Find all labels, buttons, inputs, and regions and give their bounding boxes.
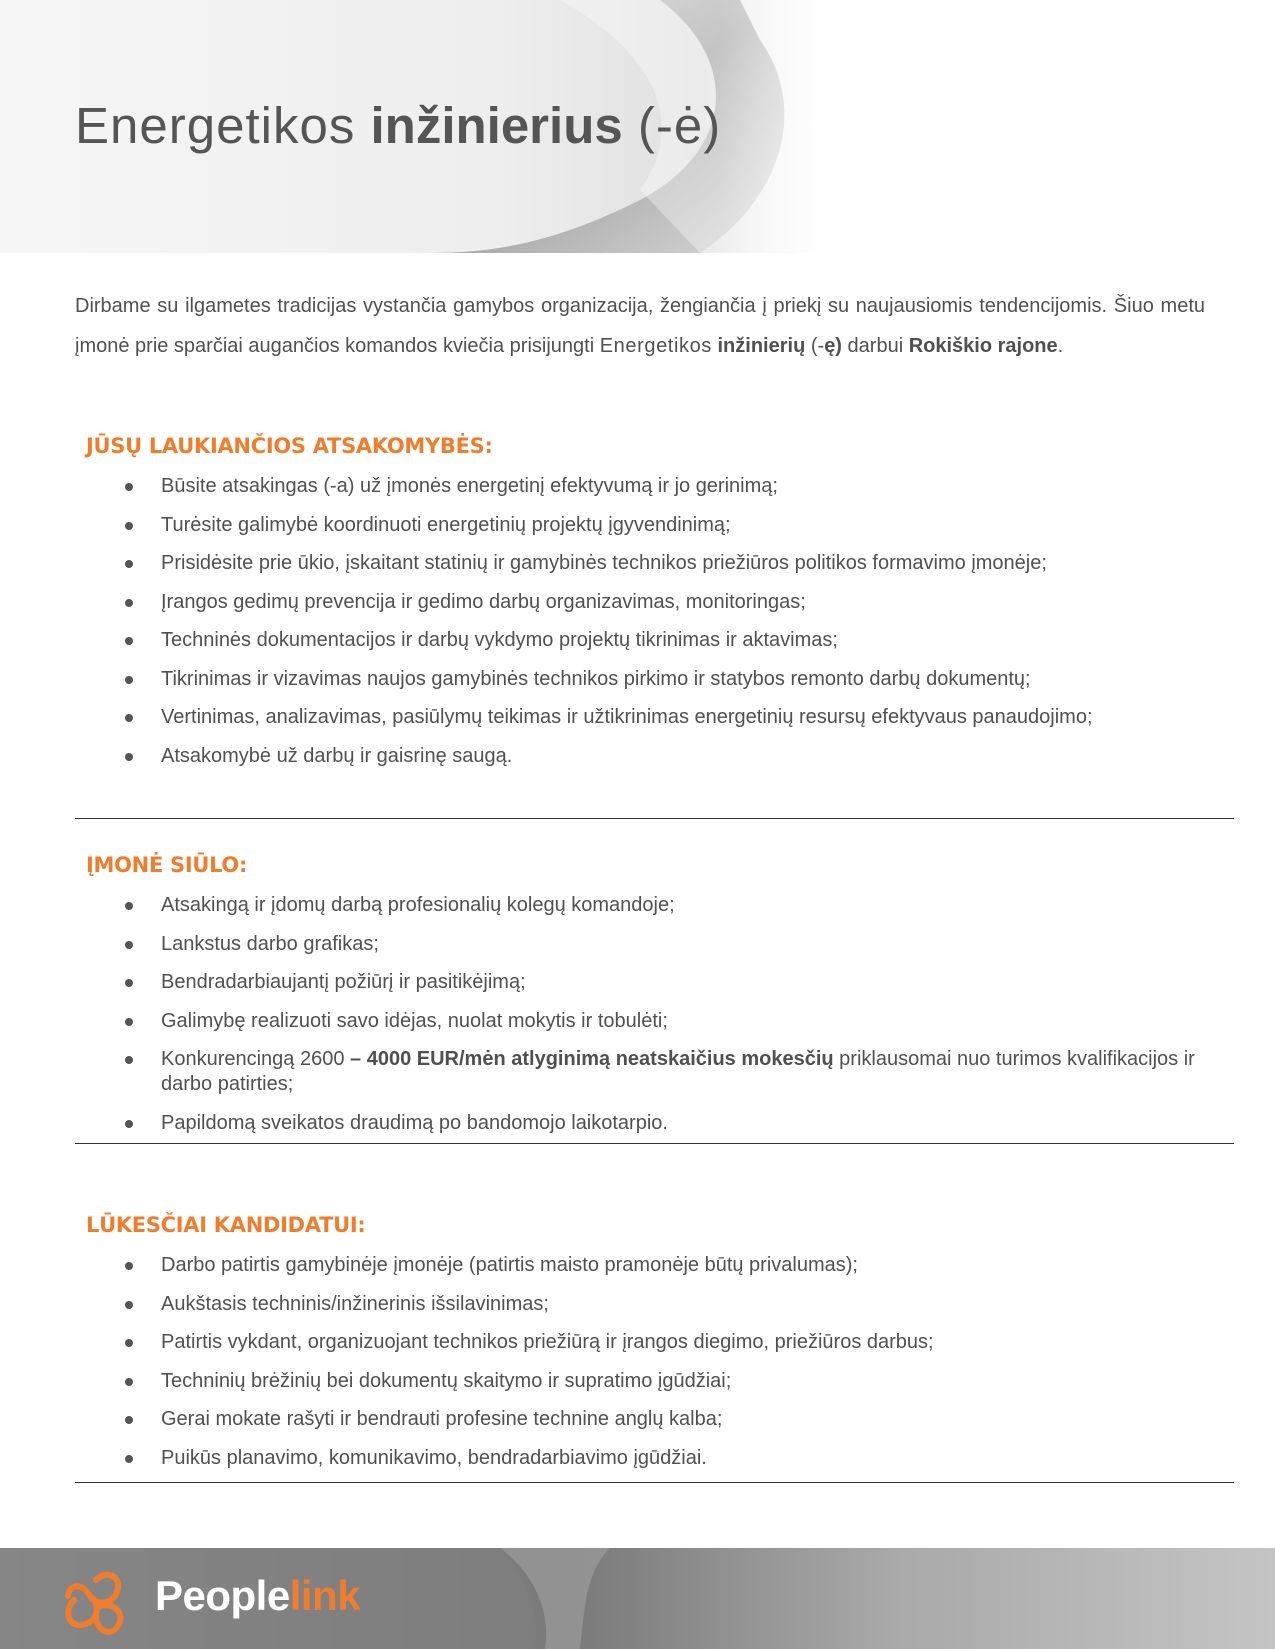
offer-heading: ĮMONĖ SIŪLO: <box>86 853 248 877</box>
bullet-icon <box>125 753 133 761</box>
list-item: Atsakomybė už darbų ir gaisrinę saugą. <box>0 744 1275 769</box>
list-item: Turėsite galimybė koordinuoti energetinių projektų įgyvendinimą; <box>0 513 1275 538</box>
bullet-icon <box>125 522 133 530</box>
list-item: Aukštasis techninis/inžinerinis išsilavinimas; <box>0 1292 1275 1317</box>
offer-list <box>0 893 1275 1149</box>
bullet-icon <box>125 714 133 722</box>
bullet-icon <box>125 1018 133 1026</box>
salary-item: Konkurencingą 2600 – 4000 EUR/mėn atlyginimą neatskaičius mokesčių priklausomai nuo turimos kvalifikacijos ir darbo patirties; <box>0 1047 1275 1097</box>
list-item: Įrangos gedimų prevencija ir gedimo darbų organizavimas, monitoringas; <box>0 590 1275 615</box>
brand-name: Peoplelink <box>155 1572 361 1619</box>
bullet-icon <box>125 637 133 645</box>
bullet-icon <box>125 560 133 568</box>
list-item: Prisidėsite prie ūkio, įskaitant statinių ir gamybinės technikos priežiūros politikos formavimo įmonėje; <box>0 551 1275 576</box>
bullet-icon <box>125 1301 133 1309</box>
bullet-icon <box>125 902 133 910</box>
list-item: Techninių brėžinių bei dokumentų skaitymo ir supratimo įgūdžiai; <box>0 1369 1275 1394</box>
list-item: Darbo patirtis gamybinėje įmonėje (patirtis maisto pramonėje būtų privalumas); <box>0 1253 1275 1278</box>
list-item: Tikrinimas ir vizavimas naujos gamybinės technikos pirkimo ir statybos remonto darbų dokumentų; <box>0 667 1275 692</box>
intro-paragraph: Dirbame su ilgametes tradicijas vystančia gamybos organizacija, žengiančia į priekį su naujausiomis tendencijomis. Šiuo metu įmonė prie sparčiai augančios komandos kviečia prisijungti Energetikos inžinierių (-ę) darbui Rokiškio rajone. <box>75 295 1205 357</box>
list-item: Patirtis vykdant, organizuojant technikos priežiūrą ir įrangos diegimo, priežiūros darbus; <box>0 1330 1275 1355</box>
bullet-icon <box>125 1455 133 1463</box>
section-divider <box>75 1482 1234 1483</box>
section-divider <box>75 1143 1234 1144</box>
responsibilities-heading: JŪSŲ LAUKIANČIOS ATSAKOMYBĖS: <box>86 434 493 458</box>
list-item: Vertinimas, analizavimas, pasiūlymų teikimas ir užtikrinimas energetinių resursų efektyvaus panaudojimo; <box>0 705 1275 730</box>
list-item: Papildomą sveikatos draudimą po bandomojo laikotarpio. <box>0 1111 1275 1136</box>
list-item: Techninės dokumentacijos ir darbų vykdymo projektų tikrinimas ir aktavimas; <box>0 628 1275 653</box>
expectations-list <box>0 1253 1275 1484</box>
list-item: Būsite atsakingas (-a) už įmonės energetinį efektyvumą ir jo gerinimą; <box>0 474 1275 499</box>
list-item: Bendradarbiaujantį požiūrį ir pasitikėjimą; <box>0 970 1275 995</box>
bullet-icon <box>125 1416 133 1424</box>
page-title: Energetikos inžinierius (-ė) <box>75 97 722 154</box>
bullet-icon <box>125 1120 133 1128</box>
bullet-icon <box>125 676 133 684</box>
list-item: Gerai mokate rašyti ir bendrauti profesine technine anglų kalba; <box>0 1407 1275 1432</box>
footer <box>0 1548 1275 1649</box>
bullet-icon <box>125 1056 133 1064</box>
list-item: Atsakingą ir įdomų darbą profesionalių kolegų komandoje; <box>0 893 1275 918</box>
peoplelink-logo-icon <box>60 1566 132 1638</box>
list-item: Galimybę realizuoti savo idėjas, nuolat mokytis ir tobulėti; <box>0 1009 1275 1034</box>
responsibilities-list <box>0 474 1275 782</box>
bullet-icon <box>125 1339 133 1347</box>
expectations-heading: LŪKESČIAI KANDIDATUI: <box>86 1213 366 1237</box>
section-divider <box>75 818 1234 819</box>
bullet-icon <box>125 1378 133 1386</box>
bullet-icon <box>125 483 133 491</box>
bullet-icon <box>125 599 133 607</box>
bullet-icon <box>125 979 133 987</box>
bullet-icon <box>125 941 133 949</box>
list-item: Lankstus darbo grafikas; <box>0 932 1275 957</box>
bullet-icon <box>125 1262 133 1270</box>
list-item: Puikūs planavimo, komunikavimo, bendradarbiavimo įgūdžiai. <box>0 1446 1275 1471</box>
